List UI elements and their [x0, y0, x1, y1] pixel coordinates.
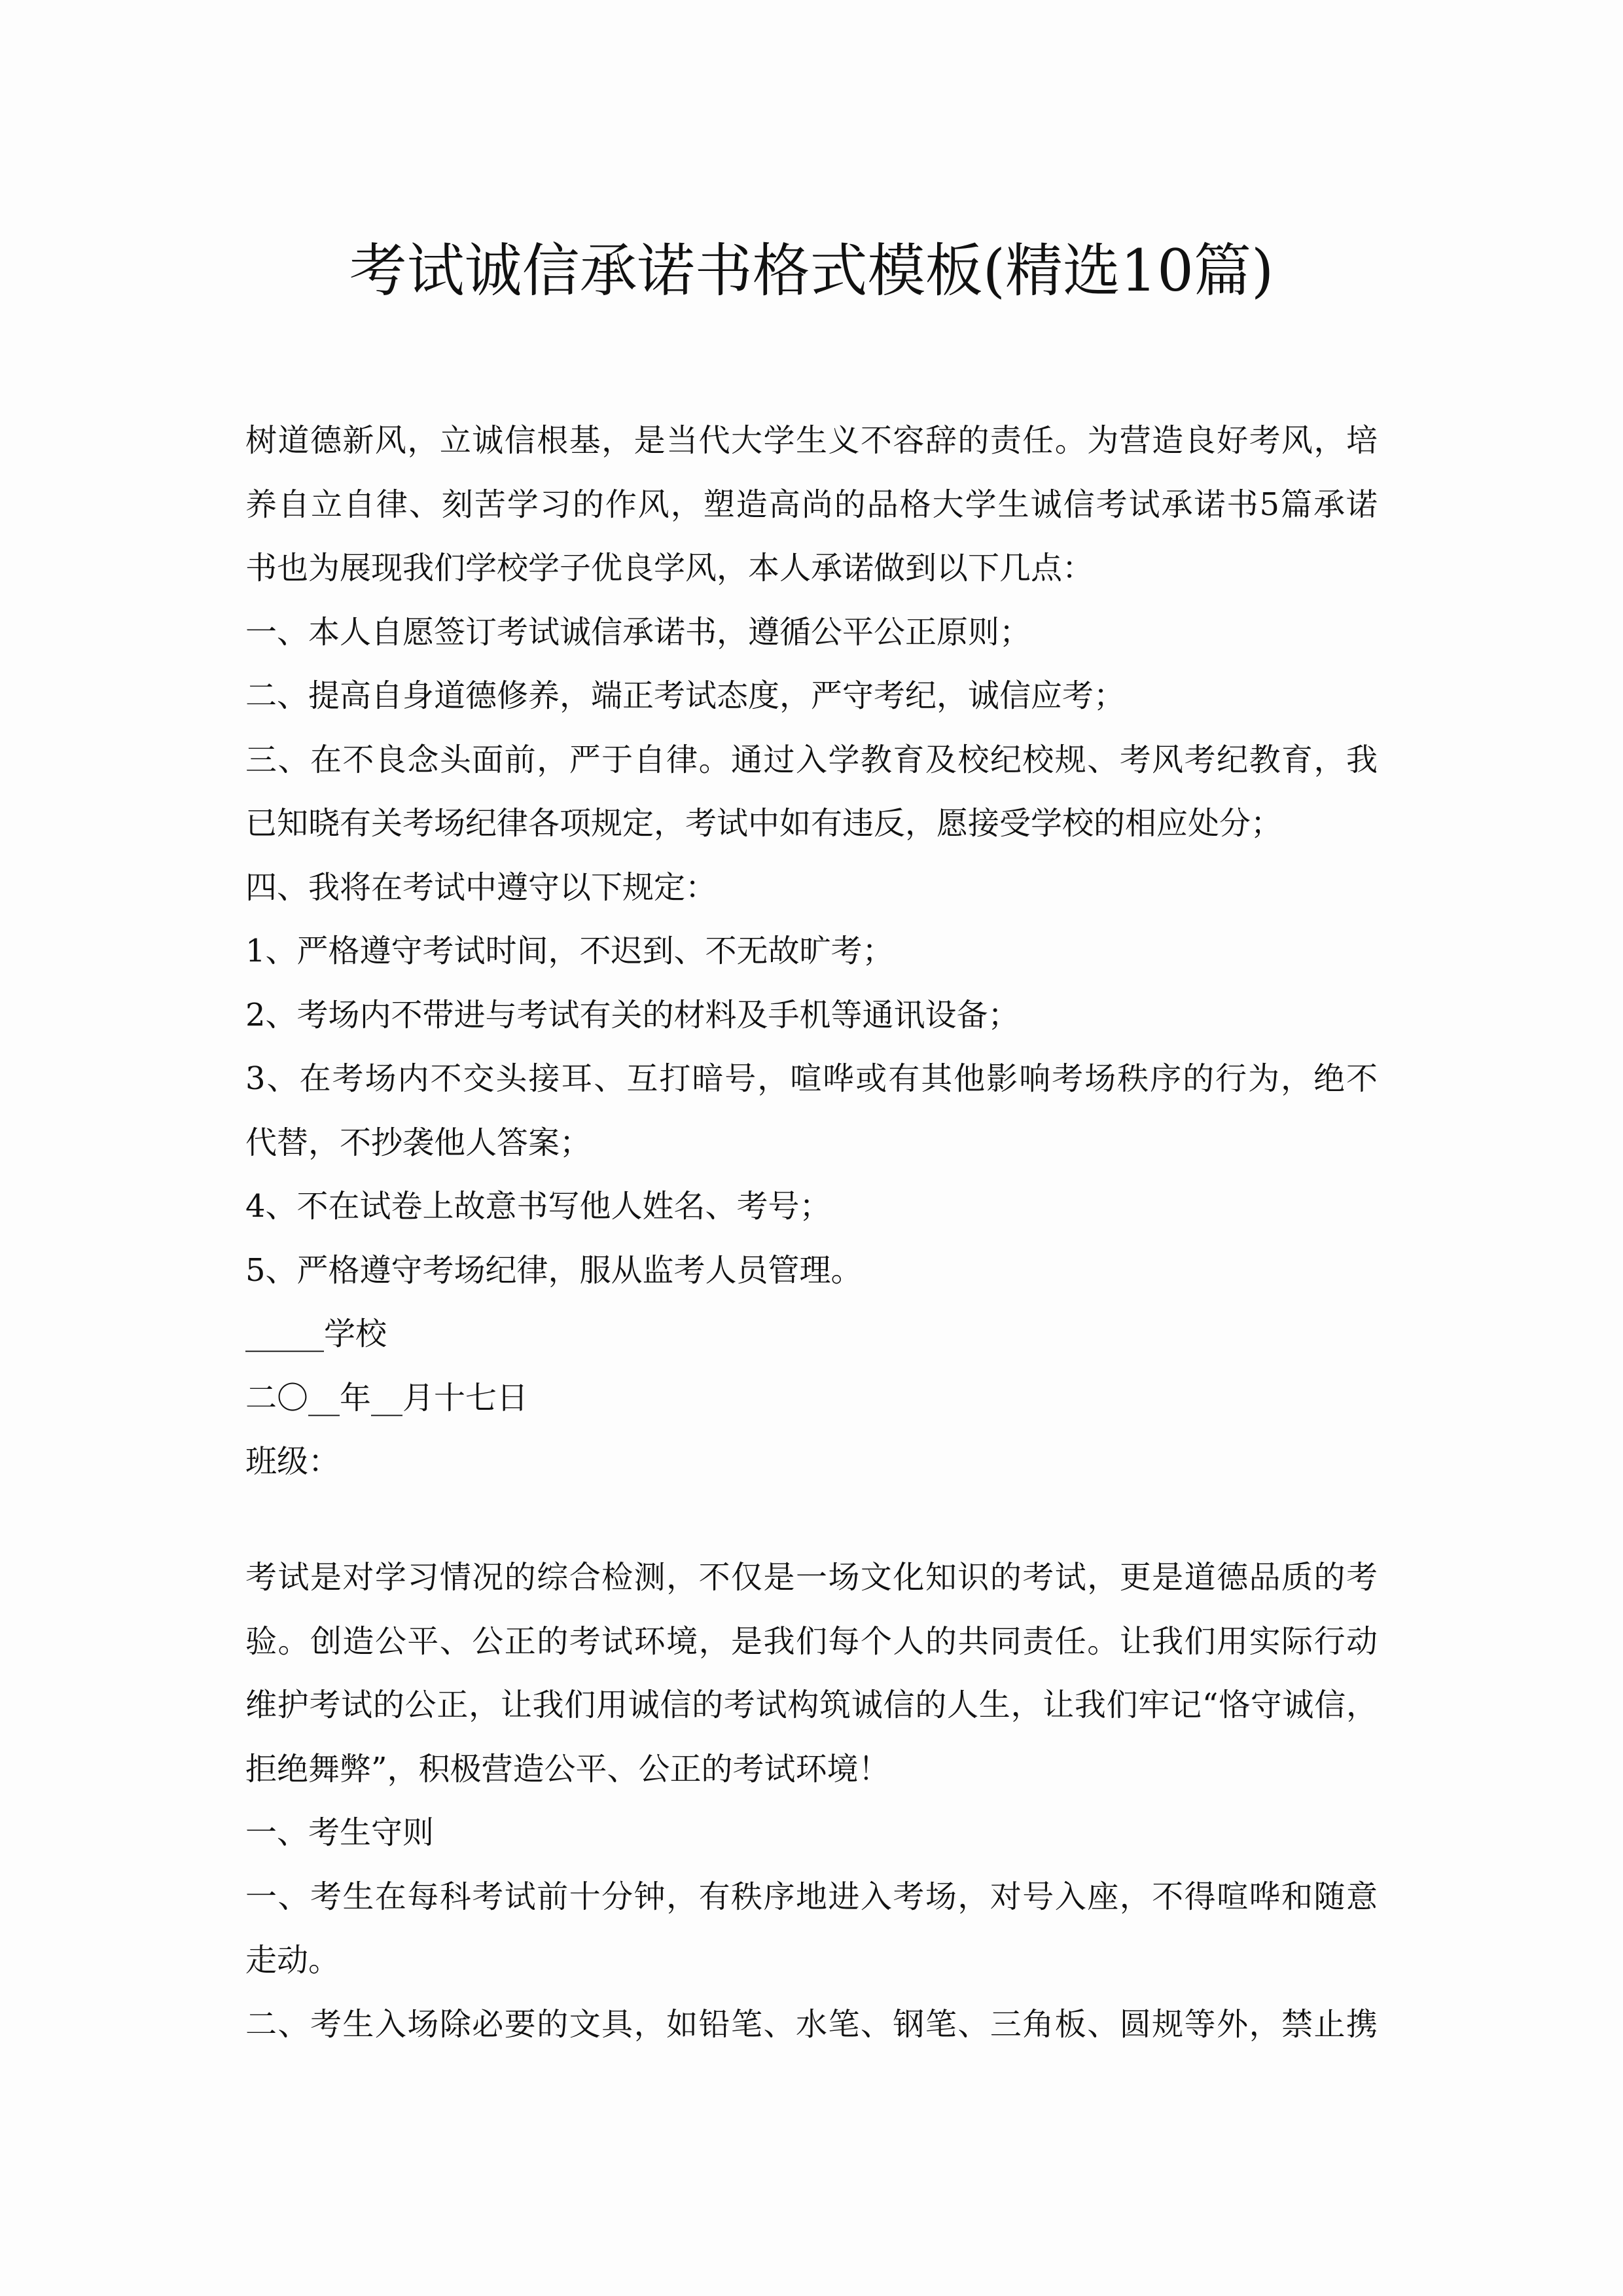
text-line: 二、提高自身道德修养，端正考试态度，严守考纪，诚信应考； [245, 677, 1126, 714]
text-line: 四、我将在考试中遵守以下规定： [245, 869, 717, 906]
text-line: 养自立自律、刻苦学习的作风，塑造高尚的品格大学生诚信考试承诺书5篇承诺 [245, 486, 1378, 523]
text-line: 1、严格遵守考试时间，不迟到、不无故旷考； [245, 933, 894, 969]
text-line: 5、严格遵守考场纪律，服从监考人员管理。 [245, 1251, 863, 1289]
text-line: 2、考场内不带进与考试有关的材料及手机等通讯设备； [245, 996, 1020, 1033]
text-line: 书也为展现我们学校学子优良学风，本人承诺做到以下几点： [245, 550, 1094, 586]
text-line: 4、不在试卷上故意书写他人姓名、考号； [245, 1188, 831, 1225]
commitment-letter-1 [245, 409, 1378, 1494]
text-line: 维护考试的公正，让我们用诚信的考试构筑诚信的人生，让我们牢记“恪守诚信， [245, 1687, 1378, 1723]
text-line: 考试是对学习情况的综合检测，不仅是一场文化知识的考试，更是道德品质的考 [245, 1559, 1378, 1596]
text-line: 二、考生入场除必要的文具，如铅笔、水笔、钢笔、三角板、圆规等外，禁止携 [245, 2005, 1378, 2043]
text-line: 走动。 [245, 1942, 340, 1979]
text-line: 三、在不良念头面前，严于自律。通过入学教育及校纪校规、考风考纪教育，我 [245, 741, 1378, 778]
text-line: 一、考生在每科考试前十分钟，有秩序地进入考场，对号入座，不得喧哗和随意 [245, 1878, 1378, 1915]
text-line: 验。创造公平、公正的考试环境，是我们每个人的共同责任。让我们用实际行动 [245, 1623, 1378, 1660]
commitment-letter-2 [245, 1546, 1378, 2056]
text-line: 已知晓有关考场纪律各项规定，考试中如有违反，愿接受学校的相应处分； [245, 805, 1283, 842]
document-title: 考试诚信承诺书格式模板(精选10篇) [349, 236, 1274, 304]
text-line: 3、在考场内不交头接耳、互打暗号，喧哗或有其他影响考场秩序的行为，绝不 [245, 1060, 1378, 1097]
text-line: _____学校 [245, 1316, 387, 1352]
text-line: 二〇__年__月十七日 [245, 1379, 529, 1416]
text-line: 代替，不抄袭他人答案； [245, 1124, 592, 1161]
text-line: 树道德新风，立诚信根基，是当代大学生义不容辞的责任。为营造良好考风，培 [245, 422, 1378, 459]
text-line: 一、考生守则 [245, 1814, 435, 1851]
text-line: 班级： [245, 1443, 340, 1480]
text-line: 一、本人自愿签订考试诚信承诺书，遵循公平公正原则； [245, 613, 1031, 651]
text-line: 拒绝舞弊”，积极营造公平、公正的考试环境！ [245, 1750, 890, 1787]
